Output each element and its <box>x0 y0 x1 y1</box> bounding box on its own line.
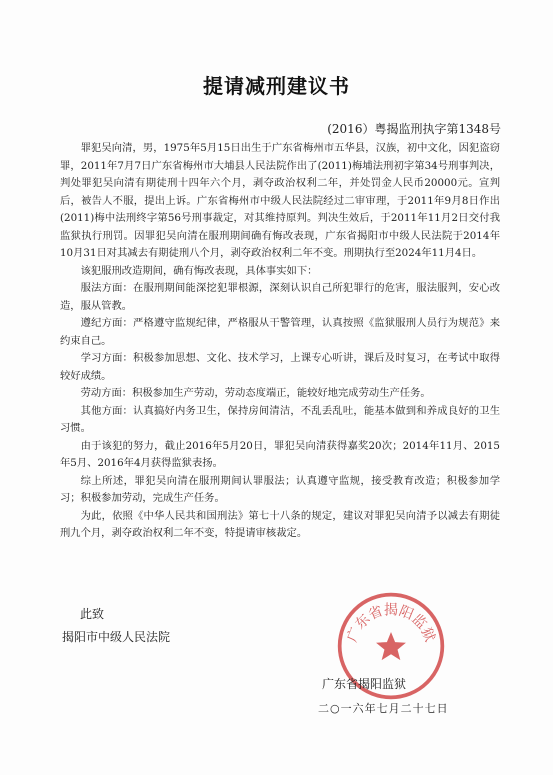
document-body <box>60 140 500 543</box>
paragraph-case-summary: 罪犯吴向清，男，1975年5月15日出生于广东省梅州市五华县，汉族，初中文化，因犯盗窃罪，2011年7月7日广东省梅州市大埔县人民法院作出了(2011)梅埔法刑初字第34号刑事判决，判处罪犯吴向清有期徒刑十四年六个月，剥夺政治权利二年，并处罚金人民币20000元。宣判后，被告人不服，提出上诉。广东省梅州市中级人民法院经过二审审理，于2011年9月8日作出(2011)梅中法刑终字第56号刑事裁定，对其维持原判。判决生效后，于2011年11月2日交付我监狱执行刑罚。因罪犯吴向清在服刑期间确有悔改表现，广东省揭阳市中级人民法院于2014年10月31日对其减去有期徒刑八个月，剥夺政治权利二年不变。刑期执行至2024年11月4日。 <box>60 142 500 259</box>
document-number: (2016）粤揭监刑执字第1348号 <box>327 122 501 136</box>
closing-recipient: 揭阳市中级人民法院 <box>62 630 171 644</box>
seal-arc-text: 广东省揭阳监狱 <box>344 602 438 645</box>
paragraph-recommendation: 为此，依照《中华人民共和国刑法》第七十八条的规定，建议对罪犯吴向清予以减去有期徒刑九个月，剥夺政治权利二年不变，特提请审核裁定。 <box>60 509 500 539</box>
paragraph-intro-facts: 该犯服刑改造期间，确有悔改表现，具体事实如下： <box>80 264 318 277</box>
paragraph-summary: 综上所述，罪犯吴向清在服刑期间认罪服法；认真遵守监规，接受教育改造；积极参加学习；积极参加劳动，完成生产任务。 <box>60 474 500 504</box>
seal-star-icon <box>376 632 406 660</box>
paragraph-study: 学习方面：积极参加思想、文化、技术学习，上课专心听讲，课后及时复习，在考试中取得较好成绩。 <box>60 352 500 382</box>
signature-issuer: 广东省揭阳监狱 <box>322 677 407 691</box>
paragraph-other: 其他方面：认真搞好内务卫生，保持房间清洁，不乱丢乱吐，能基本做到和养成良好的卫生习惯。 <box>60 404 500 434</box>
paragraph-discipline: 遵纪方面：严格遵守监规纪律，严格服从干警管理，认真按照《监狱服刑人员行为规范》来约束自己。 <box>60 317 500 347</box>
paragraph-awards: 由于该犯的努力，截止2016年5月20日，罪犯吴向清获得嘉奖20次；2014年11月、2015年5月、2016年4月获得监狱表扬。 <box>60 439 500 469</box>
paragraph-obedience: 服法方面：在服刑期间能深挖犯罪根源，深刻认识自己所犯罪行的危害，服法服判，安心改造，服从管教。 <box>60 282 500 312</box>
closing-salutation: 此致 <box>80 607 105 621</box>
document-title: 提请减刑建议书 <box>203 74 350 98</box>
paragraph-labor: 劳动方面：积极参加生产劳动，劳动态度端正，能较好地完成劳动生产任务。 <box>80 387 431 399</box>
issue-date: 二○一六年七月二十七日 <box>318 702 449 715</box>
